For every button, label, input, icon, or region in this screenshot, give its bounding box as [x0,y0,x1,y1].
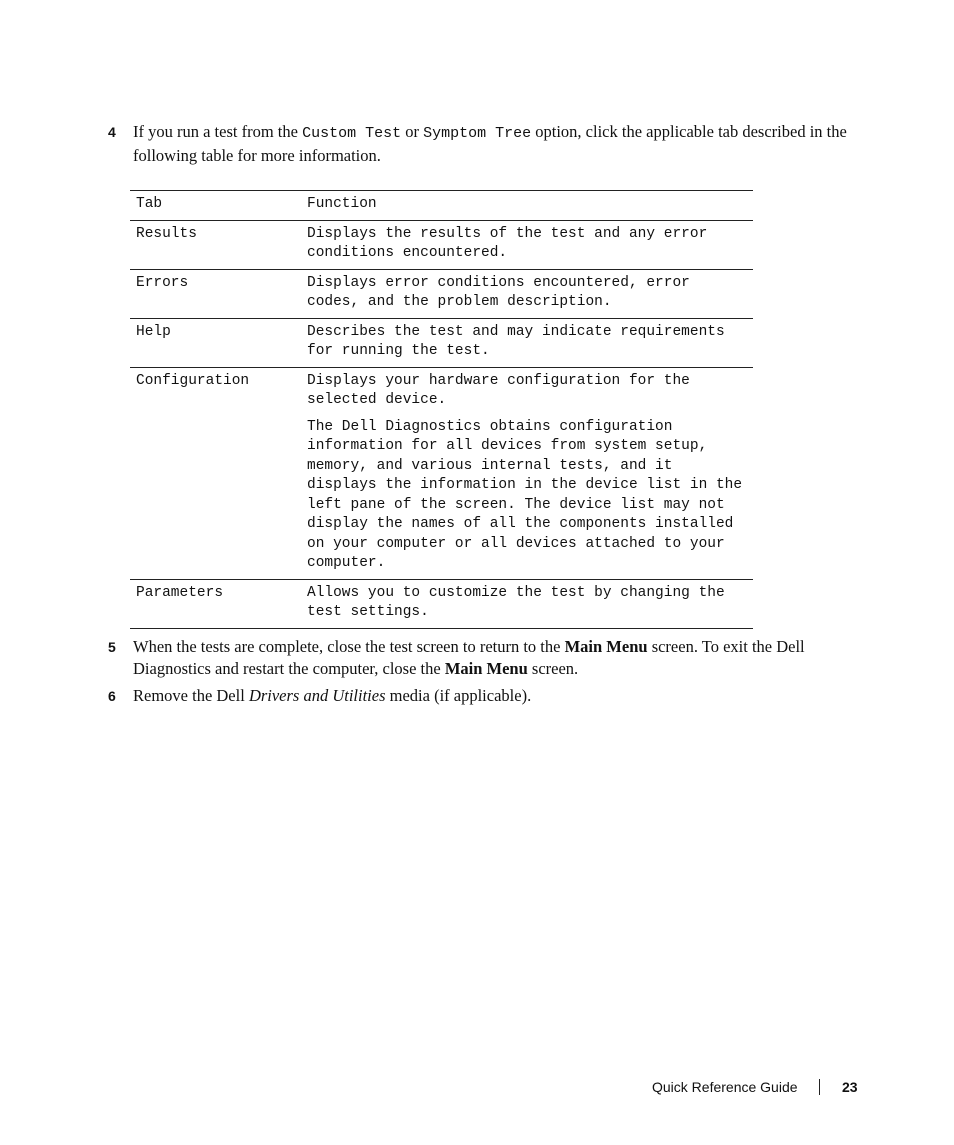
table-header-row [130,191,753,221]
text: Remove the Dell [133,686,249,705]
main-menu-label: Main Menu [444,659,528,678]
step-number: 6 [108,688,116,704]
text: screen. [527,659,579,678]
step-number: 5 [108,639,116,655]
step-number: 4 [108,124,116,140]
table-row [130,367,753,579]
function-text: Displays the results of the test and any error conditions encountered. [307,225,708,261]
function-text: Displays error conditions encountered, error codes, and the problem description. [307,274,690,310]
option-custom-test: Custom Test [302,125,402,142]
tab-function [301,269,753,318]
step-4 [108,121,858,167]
tab-function [301,579,753,628]
function-text: Displays your hardware configuration for the selected device. [307,372,690,408]
tab-function [301,318,753,367]
text: When the tests are complete, close the test screen to return to the [133,637,565,656]
header-function: Function [307,196,377,212]
table-row [130,579,753,628]
footer-guide-title: Quick Reference Guide [652,1079,798,1095]
header-tab: Tab [136,196,163,212]
step-text [133,121,858,167]
tab-name: Results [136,225,197,242]
step-6 [108,685,858,707]
table-row [130,318,753,367]
media-name: Drivers and Utilities [248,686,386,705]
tab-name: Parameters [136,584,224,601]
page-number: 23 [842,1079,858,1095]
function-text: Describes the test and may indicate requirements for running the test. [307,323,725,359]
footer-separator [819,1079,820,1095]
table-row [130,220,753,269]
text: screen. To exit the Dell Diagnostics and restart the computer, close the [133,637,805,678]
tab-function-table [130,190,753,629]
step-text [133,685,858,707]
step-5 [108,636,858,680]
option-symptom-tree: Symptom Tree [423,125,532,142]
text: or [401,122,424,141]
function-text: Allows you to customize the test by changing the test settings. [307,584,725,620]
step-text [133,636,858,680]
text: If you run a test from the [133,122,303,141]
tab-name: Help [136,323,171,340]
tab-name: Errors [136,274,189,291]
text: option, click the applicable tab described in the following table for more information. [133,122,847,165]
tab-function [301,367,753,579]
text: media (if applicable). [385,686,532,705]
main-menu-label: Main Menu [564,637,648,656]
function-text: The Dell Diagnostics obtains configuration information for all devices from system setup, memory, and various internal tests, and it displays the information in the device list in the left pane of the screen. The device list may not display the names of all the components installed on your computer or all devices attached to your computer. [307,418,743,571]
tab-name: Configuration [136,372,250,389]
tab-function [301,220,753,269]
table-row [130,269,753,318]
